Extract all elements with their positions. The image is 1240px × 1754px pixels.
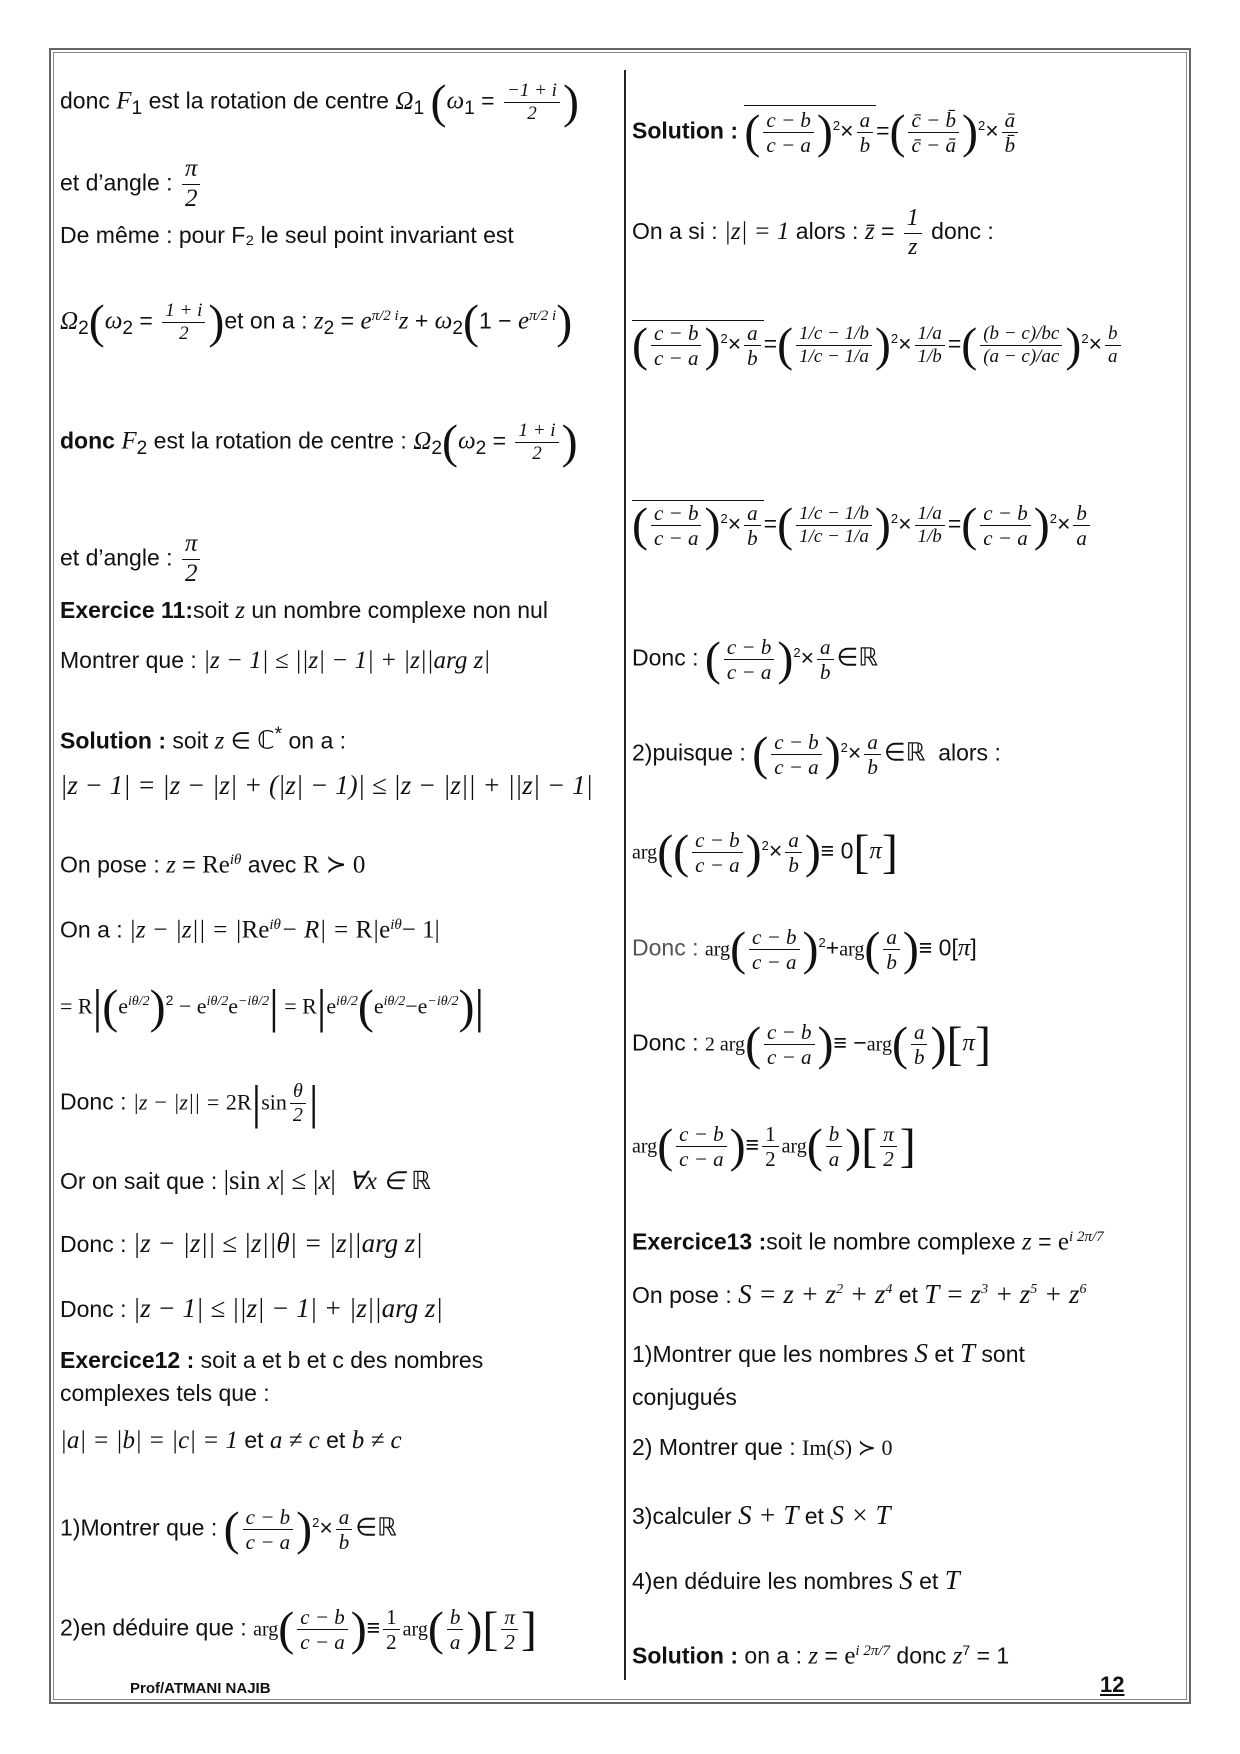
- left-line-1: et d’angle : $\frac{\pi}{2}$: [60, 155, 203, 214]
- left-line-19: |a| = |b| = |c| = 1 et a ≠ c et b ≠ c: [60, 1427, 402, 1454]
- left-line-17: Exercice12 : soit a et b et c des nombres: [60, 1347, 484, 1373]
- left-line-9: |z − 1| = |z − |z| + (|z| − 1)| ≤ |z − |z|| + ||z| − 1|: [60, 770, 593, 800]
- right-line-16: 4)en déduire les nombres S et T: [632, 1565, 960, 1595]
- right-line-9: arg( $\frac{c - b}{c - a}$ )≡ $\frac{1}{2}$ arg( $\frac{b}{a}$ )[ $\frac{\pi}{2}$ ]: [632, 1119, 916, 1173]
- left-line-7: Montrer que : |z − 1| ≤ ||z| − 1| + |z||arg z|: [60, 647, 491, 674]
- left-line-8: Solution : soit z ∈ ℂ* on a :: [60, 724, 347, 755]
- footer-author: Prof/ATMANI NAJIB: [130, 1680, 271, 1697]
- left-line-5: et d’angle : $\frac{\pi}{2}$: [60, 530, 203, 589]
- right-line-17: Solution : on a : $z = e^{i 2\pi/7}$ donc $z^7 = 1$: [632, 1642, 1010, 1670]
- left-line-15: Donc : |z − |z|| ≤ |z||θ| = |z||arg z|: [60, 1228, 423, 1258]
- left-line-21: 2)en déduire que : arg( $\frac{c - b}{c - a}$ )≡ $\frac{1}{2}$ arg( $\frac{b}{a}$ )[ $\frac{\pi}{2}$ ]: [60, 1602, 537, 1656]
- left-line-4: donc $F_2$ est la rotation de centre : $\Omega_2(\omega_2$ = $\frac{1 + i}{2}$ ): [60, 415, 578, 469]
- left-line-13: Donc : |z − |z|| = 2R|sin $\frac{\theta}{2}$ |: [60, 1076, 319, 1130]
- left-line-6: Exercice 11:soit z un nombre complexe non nul: [60, 597, 548, 624]
- right-line-3: ( $\frac{c - b}{c - a}$ )$^2$× $\frac{a}{b}$ =( $\frac{1/c - 1/b}{1/c - 1/a}$ )$^2$× $\frac{1/a}{1/b}$ =( $\frac{c - b}{c - a}$ )$^2$× $\frac{b}{a}$: [632, 500, 1093, 550]
- right-line-12: 1)Montrer que les nombres S et T sont: [632, 1338, 1025, 1368]
- right-line-1: On a si : |z| = 1 alors : z̄ = $\frac{1}{z}$ donc :: [632, 205, 994, 260]
- right-line-6: arg(( $\frac{c - b}{c - a}$ )$^2$× $\frac{a}{b}$ )≡ 0[π]: [632, 825, 898, 879]
- left-line-10: On pose : $z = Re^{i\theta}$ avec R ≻ 0: [60, 851, 366, 879]
- left-line-18: complexes tels que :: [60, 1380, 270, 1406]
- right-line-0: Solution : ( $\frac{c - b}{c - a}$ )$^2$× $\frac{a}{b}$ =( $\frac{c̄ - b̄}{c̄ - ā}$ )$^2$× $\frac{ā}{b̄}$: [632, 105, 1021, 157]
- left-line-11: On a : $|z - |z|| = |Re^{i\theta}- R| = R|e^{i\theta}- 1|$: [60, 916, 440, 944]
- right-line-11: On pose : $S = z + z^2 + z^4$ et $T = z^3 + z^5 + z^6$: [632, 1279, 1087, 1309]
- right-line-10: Exercice13 :soit le nombre complexe $z = e^{i 2\pi/7}$: [632, 1228, 1104, 1256]
- right-line-2: ( $\frac{c - b}{c - a}$ )$^2$× $\frac{a}{b}$ =( $\frac{1/c - 1/b}{1/c - 1/a}$ )$^2$× $\frac{1/a}{1/b}$ =( $\frac{(b - c)/bc}{(a - c)/ac}$ )$^2$× $\frac{b}{a}$: [632, 320, 1124, 370]
- left-line-14: Or on sait que : |sin x| ≤ |x| ∀x ∈ ℝ: [60, 1165, 431, 1195]
- right-line-8: Donc : 2 arg( $\frac{c - b}{c - a}$ )≡ −arg( $\frac{a}{b}$ )[π]: [632, 1017, 991, 1071]
- left-line-3: $\Omega_2(\omega_2$ = $\frac{1 + i}{2}$ )et on a : $z_2 = e^{\pi/2 i}z + \omega_2(1 - e^{\pi/2 i})$: [60, 295, 573, 349]
- left-line-16: Donc : |z − 1| ≤ ||z| − 1| + |z||arg z|: [60, 1293, 443, 1323]
- left-line-0: donc $F_1$ est la rotation de centre $\Omega_1$ ($\omega_1$ = $\frac{-1 + i}{2}$ ): [60, 75, 579, 129]
- right-line-14: 2) Montrer que : Im(S) ≻ 0: [632, 1434, 893, 1460]
- left-line-20: 1)Montrer que : ( $\frac{c - b}{c - a}$ )$^2$× $\frac{a}{b}$ ∈ℝ: [60, 1502, 397, 1556]
- left-line-12: = $R|(e^{i\theta/2})^2 - e^{i\theta/2}e^{-i\theta/2}| = R|e^{i\theta/2}(e^{i\theta/2}-e^{-i\theta/2})|$: [60, 980, 485, 1034]
- right-line-15: 3)calculer S + T et S × T: [632, 1500, 891, 1530]
- column-divider: [624, 70, 626, 1680]
- right-line-4: Donc : ( $\frac{c - b}{c - a}$ )$^2$× $\frac{a}{b}$ ∈ℝ: [632, 632, 879, 686]
- footer-page-number: 12: [1100, 1672, 1125, 1697]
- right-line-13: conjugués: [632, 1384, 737, 1410]
- left-line-2: De même : pour F₂ le seul point invariant est: [60, 222, 514, 248]
- right-line-7: Donc : arg( $\frac{c - b}{c - a}$ )$^2$+arg( $\frac{a}{b}$ )≡ 0[π]: [632, 922, 977, 976]
- right-line-5: 2)puisque : ( $\frac{c - b}{c - a}$ )$^2$× $\frac{a}{b}$ ∈ℝ alors :: [632, 727, 1001, 781]
